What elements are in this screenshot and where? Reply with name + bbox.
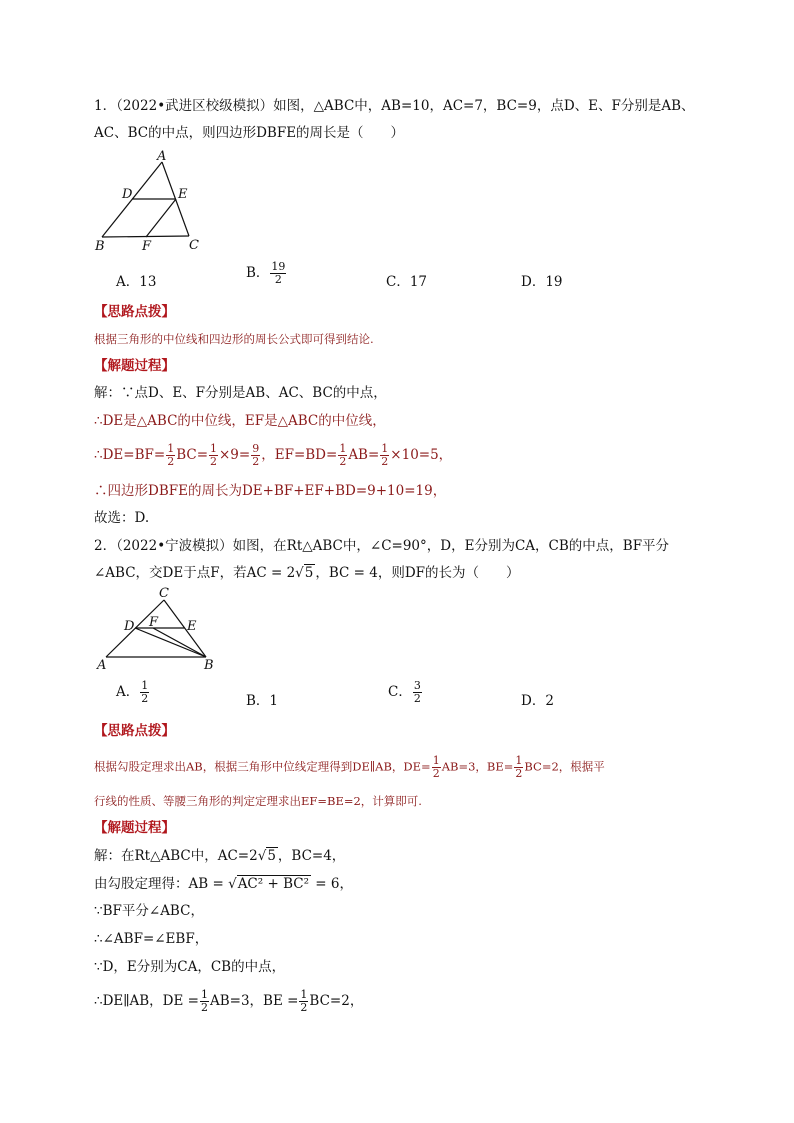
q1-label-a: A	[157, 149, 167, 164]
q1-label-f: F	[142, 239, 152, 254]
q1-s3-part2: BC=	[176, 447, 208, 463]
q2-s6-part1: ∴DE∥AB，DE =	[94, 993, 199, 1009]
frac-denominator: 2	[515, 767, 523, 780]
q2-label-f: F	[149, 615, 159, 630]
q2-hint1-part2: AB=3，BE=	[441, 759, 514, 774]
q1-segment-ef	[146, 199, 176, 237]
frac-denominator: 2	[432, 767, 440, 780]
q1-s3-part4: ，EF=BD=	[261, 447, 338, 463]
q1-stem-line2: AC、BC的中点，则四边形DBFE的周长是（ ）	[94, 125, 405, 141]
q1-solution-step1	[94, 383, 387, 403]
q1-label-c: C	[189, 238, 199, 253]
q2-s2-part2: = 6，	[310, 876, 353, 892]
q2-hint1-part3: BC=2，根据平	[524, 759, 605, 774]
q2-option-a-prefix: A．	[116, 684, 140, 700]
q1-option-c: C．17	[386, 274, 428, 290]
q2-s6-frac2	[299, 989, 308, 1014]
q1-s3-part3: ×9=	[219, 447, 251, 463]
q1-solution-title: 【解题过程】	[94, 358, 175, 374]
frac-numerator: 19	[271, 260, 286, 273]
q1-s3-part1: ∴DE=BF=	[94, 447, 166, 463]
q2-triangle-figure	[94, 588, 224, 674]
q1-solution-step3	[94, 443, 452, 468]
frac-numerator: 9	[252, 442, 260, 455]
frac-denominator: 2	[141, 692, 149, 705]
q2-hint1-frac1	[432, 755, 441, 780]
frac-numerator: 1	[339, 442, 347, 455]
q2-option-b: B．1	[246, 693, 279, 709]
q1-s3-frac2	[209, 443, 218, 468]
frac-numerator: 1	[432, 754, 440, 767]
q1-option-b-prefix: B．	[246, 265, 270, 281]
q2-s1-radicand: 5	[267, 848, 276, 864]
q1-solution-step2: ∴DE是△ABC的中位线，EF是△ABC的中位线，	[94, 413, 386, 429]
q2-solution-step3: ∵BF平分∠ABC，	[94, 903, 204, 919]
frac-denominator: 2	[167, 455, 175, 468]
q2-solution-title: 【解题过程】	[94, 820, 175, 836]
q2-label-e: E	[187, 619, 197, 634]
q2-option-c-prefix: C．	[388, 684, 412, 700]
q1-s3-frac1	[166, 443, 175, 468]
frac-numerator: 3	[413, 679, 421, 692]
frac-numerator: 1	[300, 988, 308, 1001]
q2-s1-part1: 解：在Rt△ABC中，AC=2	[94, 848, 258, 864]
q2-option-c-fraction	[413, 680, 422, 705]
q2-hint1-part1: 根据勾股定理求出AB，根据三角形中位线定理得到DE∥AB，DE=	[94, 759, 431, 774]
q2-stem-line2	[94, 563, 520, 583]
q2-s2-radicand: AC² + BC²	[237, 876, 309, 892]
q2-label-d: D	[124, 619, 135, 634]
q2-label-a: A	[97, 658, 107, 673]
q2-option-a	[116, 680, 150, 705]
q1-s3-frac4	[338, 443, 347, 468]
q2-s6-frac1	[200, 989, 209, 1014]
q2-label-c: C	[159, 586, 169, 601]
q1-option-d: D．19	[521, 274, 563, 290]
frac-numerator: 1	[381, 442, 389, 455]
q2-label-b: B	[204, 658, 214, 673]
q1-label-b: B	[95, 239, 105, 254]
frac-denominator: 2	[339, 455, 347, 468]
q1-side-bc	[102, 236, 189, 237]
q1-label-e: E	[178, 187, 188, 202]
sqrt-icon: √	[228, 876, 237, 892]
q1-hint-text: 根据三角形的中位线和四边形的周长公式即可得到结论.	[94, 332, 374, 346]
q2-option-d: D．2	[521, 693, 554, 709]
q1-s3-part5: AB=	[348, 447, 380, 463]
q2-option-a-fraction	[140, 680, 149, 705]
q2-solution-step6	[94, 989, 363, 1014]
q2-s2-part1: 由勾股定理得：AB =	[94, 876, 229, 892]
frac-numerator: 1	[515, 754, 523, 767]
frac-numerator: 1	[167, 442, 175, 455]
q1-s3-part6: ×10=5，	[390, 447, 453, 463]
q1-label-d: D	[122, 187, 133, 202]
q2-stem-radicand: 5	[304, 565, 314, 581]
sqrt-icon: √	[257, 848, 267, 864]
q2-hint-title: 【思路点拨】	[94, 723, 175, 739]
q2-stem-line2-part1: ∠ABC，交DE于点F，若AC = 2	[94, 565, 296, 581]
q2-solution-step1	[94, 846, 345, 866]
frac-denominator: 2	[300, 1001, 308, 1014]
q1-s3-frac5	[380, 443, 389, 468]
sqrt-icon: √	[295, 565, 304, 581]
q1-option-b	[246, 261, 287, 286]
q2-stem-line2-part2: ，BC = 4，则DF的长为（ ）	[315, 565, 520, 581]
q2-s1-part2: ，BC=4，	[277, 848, 346, 864]
q2-solution-step5: ∵D，E分别为CA，CB的中点，	[94, 959, 286, 975]
frac-denominator: 2	[381, 455, 389, 468]
frac-denominator: 2	[413, 692, 421, 705]
q1-s3-frac3	[251, 443, 260, 468]
q2-solution-step2	[94, 874, 353, 894]
q2-hint-line1	[94, 755, 605, 780]
q2-s6-part3: BC=2，	[309, 993, 364, 1009]
q2-s6-part2: AB=3，BE =	[209, 993, 299, 1009]
q1-solution-answer: 故选：D.	[94, 510, 150, 526]
frac-numerator: 1	[141, 679, 149, 692]
q1-option-a: A．13	[116, 274, 157, 290]
q2-stem-line1: 2．（2022•宁波模拟）如图，在Rt△ABC中，∠C=90°，D，E分别为CA，CB的中点，BF平分	[94, 538, 670, 554]
frac-denominator: 2	[252, 455, 260, 468]
frac-numerator: 1	[200, 988, 208, 1001]
q2-hint-line2: 行线的性质、等腰三角形的判定定理求出EF=BE=2，计算即可.	[94, 794, 422, 808]
frac-numerator: 1	[210, 442, 217, 455]
q2-solution-step4: ∴∠ABF=∠EBF，	[94, 931, 209, 947]
q1-option-b-fraction	[270, 261, 286, 286]
q1-triangle-figure	[92, 148, 212, 252]
frac-denominator: 2	[210, 455, 217, 468]
q1-stem-line1: 1．（2022•武进区校级模拟）如图，△ABC中，AB=10，AC=7，BC=9，点D、E、F分别是AB、	[94, 98, 695, 114]
q2-option-c	[388, 680, 423, 705]
q1-solution-step4: ∴四边形DBFE的周长为DE+BF+EF+BD=9+10=19，	[94, 483, 447, 499]
frac-denominator: 2	[200, 1001, 208, 1014]
q2-segment-bf	[153, 628, 206, 657]
q1-hint-title: 【思路点拨】	[94, 304, 175, 320]
q1-solution-step1-text: 解：∵点D、E、F分别是AB、AC、BC的中点，	[94, 385, 387, 401]
q2-hint1-frac2	[514, 755, 523, 780]
frac-denominator: 2	[274, 273, 282, 286]
